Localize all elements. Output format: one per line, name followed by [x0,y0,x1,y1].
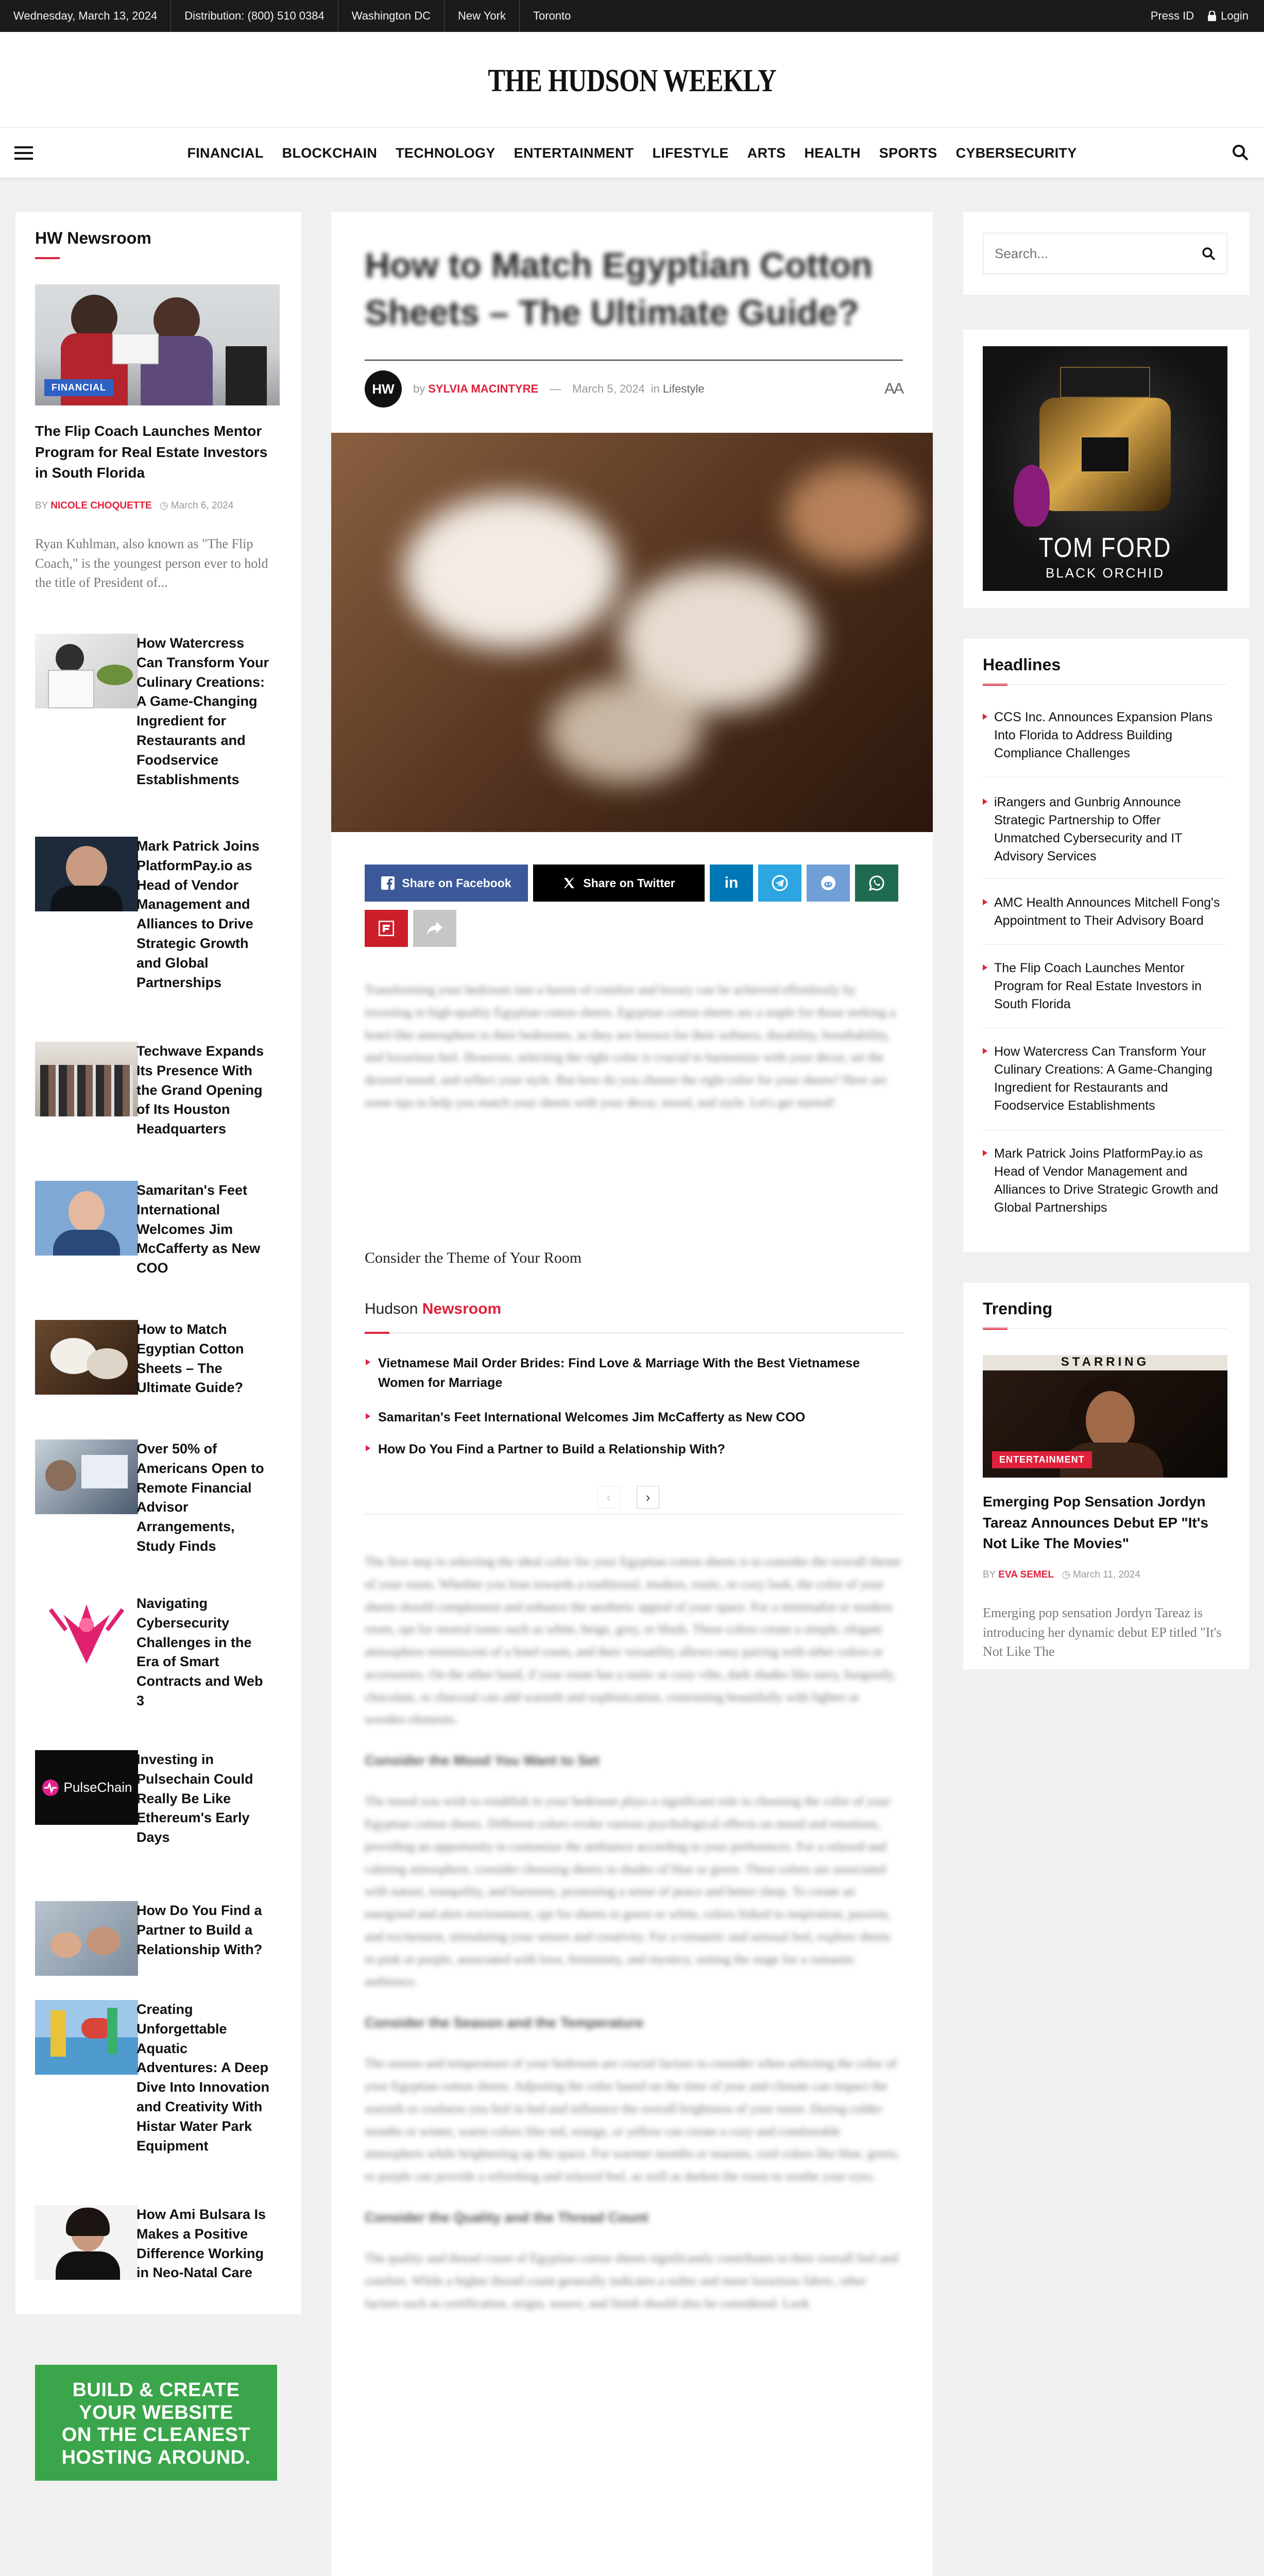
headlines-widget [963,639,1249,1252]
search-widget [963,212,1249,295]
related-prev-button[interactable]: ‹ [597,1486,620,1509]
login-link[interactable] [1207,9,1249,23]
nav-blockchain[interactable]: BLOCKCHAIN [282,145,378,161]
share-telegram-button[interactable] [758,865,801,902]
article-date: March 5, 2024 [572,382,645,395]
top-date: Wednesday, March 13, 2024 [0,0,171,32]
related-next-button[interactable]: › [637,1486,659,1509]
trending-meta: BY EVA SEMEL ◷ March 11, 2024 [983,1569,1140,1580]
press-id-link[interactable]: Press ID [1150,9,1194,22]
list-thumb[interactable] [35,1594,138,1669]
top-city-toronto[interactable]: Toronto [533,9,571,22]
perfume-ad[interactable] [983,346,1227,591]
nav-financial[interactable]: FINANCIAL [187,145,264,161]
telegram-icon [772,875,788,891]
linkedin-icon: in [724,874,739,891]
featured-author[interactable]: NICOLE CHOQUETTE [50,500,152,511]
perfume-brand: TOM FORD [1038,532,1172,563]
list-thumb[interactable] [35,634,138,708]
shield-logo-icon [35,1594,138,1669]
heading-theme: Consider the Theme of Your Room [365,1249,582,1266]
share-more-button[interactable] [413,910,456,947]
clock-icon: ◷ [159,500,168,511]
featured-date: March 6, 2024 [170,500,234,511]
list-title[interactable]: Investing in Pulsechain Could Really Be Like Ethereum's Early Days [136,1752,253,1845]
perfume-product: BLACK ORCHID [1045,565,1165,581]
list-thumb[interactable] [35,1320,138,1395]
facebook-icon [381,876,395,890]
headline-item[interactable]: The Flip Coach Launches Mentor Program for Real Estate Investors in South Florida [983,959,1225,1013]
featured-image[interactable] [35,284,280,405]
trending-date: March 11, 2024 [1073,1569,1140,1580]
search-icon[interactable] [1231,143,1250,162]
article-meta: HW by SYLVIA MACINTYRE — March 5, 2024 in Lifestyle AA [365,370,903,408]
list-thumb[interactable] [35,1042,138,1116]
article-title: How to Match Egyptian Cotton Sheets – The Ultimate Guide? [365,246,873,332]
nav-arts[interactable]: ARTS [747,145,786,161]
nav-health[interactable]: HEALTH [804,145,861,161]
title-divider [365,360,903,361]
list-title[interactable]: How Ami Bulsara Is Makes a Positive Difference Working in Neo-Natal Care [136,2207,266,2281]
pulsechain-logo-text: PulseChain [63,1780,132,1795]
clock-icon: ◷ [1062,1569,1070,1580]
x-twitter-icon [562,876,576,890]
trending-badge[interactable]: ENTERTAINMENT [992,1451,1092,1468]
list-title[interactable]: Navigating Cybersecurity Challenges in the Era of Smart Contracts and Web 3 [136,1596,263,1708]
related-bottom-divider [365,1514,903,1515]
share-reddit-button[interactable] [807,865,850,902]
list-thumb[interactable] [35,1181,138,1256]
headline-item[interactable]: Mark Patrick Joins PlatformPay.io as Head of Vendor Management and Alliances to Drive Strategic Growth and Global Partnerships [983,1145,1225,1217]
list-title[interactable]: Mark Patrick Joins PlatformPay.io as Head of Vendor Management and Alliances to Drive Strategic Growth and Global Partnerships [136,838,260,990]
list-title[interactable]: Creating Unforgettable Aquatic Adventures: A Deep Dive Into Innovation and Creativity With Histar Water Park Equipment [136,2002,270,2154]
related-item[interactable]: Vietnamese Mail Order Brides: Find Love & Marriage With the Best Vietnamese Women for Marriage [365,1354,903,1393]
list-title[interactable]: Samaritan's Feet International Welcomes Jim McCafferty as New COO [136,1182,261,1276]
featured-excerpt: Ryan Kuhlman, also known as "The Flip Coach," is the youngest person ever to hold the title of President of... [35,536,268,590]
related-item[interactable]: Samaritan's Feet International Welcomes Jim McCafferty as New COO [365,1408,903,1428]
list-thumb[interactable] [35,1750,138,1825]
article-body: The first step in selecting the ideal color for your Egyptian cotton sheets is to consider the overall theme of your room. Whether you lean towards a traditional, modern, rustic, or cozy look, the color of your sheets should complement and enhance the aesthetic appeal of your space. For a minimalist or modern room, opt for neutral tones such as white, beige, grey, or blush. These colors create a simple, elegant atmosphere reminiscent of a hotel room, and their versatility allows easy pairing with other colors or accessories. On the other hand, if your room has a rustic or cozy vibe, dark shades like navy, burgundy, chocolate, or charcoal can add warmth and sophistication, contrasting beautifully with lighter or wooden elements. Consider the Mood You Want to Set The mood you wish to establish in your bedroom plays a significant role in choosing the color of your Egyptian cotton sheets. Different colors evoke various psychological effects on mood and emotions, providing an opportunity to customize the ambiance according to your preferences. For a relaxed and calming atmosphere, consider choosing sheets in shades of blue or green. These colors are associated with nature, tranquility, and harmony, promoting a sense of peace and better sleep. To create an energized and alert environment, opt for sheets in green or white, colors linked to inspiration, passion, and excitement, stimulating your senses and creativity. For a romantic and sensual feel, explore sheets in pink or purple, associated with love, femininity, and mystery, setting the stage for a romantic ambience. Consider the Season and the Temperature The season and temperature of your bedroom are crucial factors to consider when selecting the color of your Egyptian cotton sheets. Adjusting the color based on the time of year and climate can impact the warmth or coolness you feel in bed and influence the overall brightness of your room. During colder months or winter, warm colors like red, orange, or yellow can create a cozy and comfortable atmosphere while brightening up the space. For warmer months or seasons, cool colors like blue, green, or purple can provide a refreshing and relaxed feel, as well as darken the room to soothe your eyes. Consider the Quality and the Thread Count The quality and thread count of Egyptian cotton sheets significantly contributes to their overall feel and comfort. While a higher thread count generally indicates a softer and more luxurious fabric, other factors such as certification, origin, weave, and finish should also be considered. Look [365,1555,901,2311]
article-intro: Transforming your bedroom into a haven of comfort and luxury can be achieved effortlessly by investing in high-quality Egyptian cotton sheets. Egyptian cotton sheets are a staple for those seeking a hotel-like atmosphere in their bedrooms, as they are known for their softness, durability, breathability, and luxurious feel. However, selecting the right color is crucial to harmonize with your decor, set the desired mood, and reflect your style. But how do you choose the right color for your sheets? Here are some tips to help you match your sheets with your decor, mood, and style. Let's get started! [365,983,896,1110]
top-city-washington[interactable]: Washington DC [338,0,445,32]
trending-widget [963,1283,1249,1669]
site-logo[interactable]: THE HUDSON WEEKLY [488,63,776,98]
article-hero-image [331,433,933,832]
related-box-title: Hudson Newsroom [365,1300,502,1317]
list-title[interactable]: Techwave Expands Its Presence With the Grand Opening of Its Houston Headquarters [136,1043,264,1137]
list-title[interactable]: How to Match Egyptian Cotton Sheets – The Ultimate Guide? [136,1321,244,1396]
author-avatar[interactable]: HW [365,370,402,408]
nav-cybersecurity[interactable]: CYBERSECURITY [955,145,1077,161]
nav-lifestyle[interactable]: LIFESTYLE [652,145,729,161]
perfume-ad-widget [963,330,1249,608]
flipboard-icon [379,921,394,936]
share-twitter-button[interactable]: Share on Twitter [533,865,705,902]
share-linkedin-button[interactable] [710,865,753,902]
article-author[interactable]: SYLVIA MACINTYRE [428,382,539,395]
headline-item[interactable]: CCS Inc. Announces Expansion Plans Into Florida to Address Building Compliance Challenges [983,708,1225,762]
search-box[interactable] [983,233,1227,274]
featured-meta: BY NICOLE CHOQUETTE ◷ March 6, 2024 [35,500,234,511]
top-bar [0,0,1264,32]
lock-icon [1207,11,1217,21]
trending-divider [983,1328,1227,1329]
trending-image-text: STARRING [983,1355,1227,1370]
headline-item[interactable]: How Watercress Can Transform Your Culinary Creations: A Game-Changing Ingredient for Restaurants and Foodservice Establishments [983,1043,1225,1115]
featured-badge[interactable]: FINANCIAL [44,379,113,396]
trending-title: Trending [983,1299,1052,1330]
list-title[interactable]: Over 50% of Americans Open to Remote Financial Advisor Arrangements, Study Finds [136,1441,264,1554]
featured-title[interactable]: The Flip Coach Launches Mentor Program for Real Estate Investors in South Florida [35,423,268,481]
share-arrow-icon [426,921,443,936]
related-divider-accent [365,1332,389,1334]
list-title[interactable]: How Watercress Can Transform Your Culinary Creations: A Game-Changing Ingredient for Restaurants and Foodservice Establishments [136,635,269,787]
top-city-newyork[interactable]: New York [445,0,520,32]
nav-sports[interactable]: SPORTS [879,145,937,161]
headline-item[interactable]: iRangers and Gunbrig Announce Strategic Partnership to Offer Unmatched Cybersecurity and IT Advisory Services [983,793,1225,866]
newsroom-title: HW Newsroom [35,229,151,259]
trending-headline[interactable]: Emerging Pop Sensation Jordyn Tareaz Announces Debut EP "It's Not Like The Movies" [983,1494,1208,1552]
top-distribution: Distribution: (800) 510 0384 [171,0,338,32]
share-facebook-button[interactable]: Share on Facebook [365,865,528,902]
trending-image[interactable] [983,1355,1227,1478]
list-thumb[interactable] [35,1901,138,1976]
list-thumb[interactable] [35,2000,138,2075]
headline-item[interactable]: AMC Health Announces Mitchell Fong's Appointment to Their Advisory Board [983,894,1225,930]
related-divider [365,1332,903,1333]
article-category[interactable]: Lifestyle [662,382,705,395]
headlines-title: Headlines [983,655,1061,686]
headlines-divider [983,684,1227,685]
nav-entertainment[interactable]: ENTERTAINMENT [514,145,634,161]
hw-newsroom-widget [15,212,301,2314]
share-flipboard-button[interactable] [365,910,408,947]
list-thumb[interactable] [35,837,138,911]
search-icon[interactable] [1201,246,1216,261]
list-thumb[interactable] [35,1439,138,1514]
list-thumb[interactable] [35,2205,138,2280]
share-whatsapp-button[interactable] [855,865,898,902]
font-size-toggle[interactable]: AA [884,380,903,397]
list-title[interactable]: How Do You Find a Partner to Build a Relationship With? [136,1903,263,1957]
related-item[interactable]: How Do You Find a Partner to Build a Relationship With? [365,1440,903,1460]
search-input[interactable] [995,246,1201,262]
reddit-icon [820,875,836,891]
main-nav [0,128,1264,178]
login-label: Login [1221,9,1249,22]
trending-author[interactable]: EVA SEMEL [998,1569,1054,1580]
whatsapp-icon [868,875,885,891]
brand-bar [0,32,1264,128]
pulsechain-logo-icon [41,1778,60,1797]
nav-technology[interactable]: TECHNOLOGY [396,145,496,161]
trending-excerpt: Emerging pop sensation Jordyn Tareaz is introducing her dynamic debut EP titled "It's Not Like The [983,1605,1222,1659]
hosting-ad[interactable]: BUILD & CREATE YOUR WEBSITE ON THE CLEANEST HOSTING AROUND. [35,2365,277,2481]
